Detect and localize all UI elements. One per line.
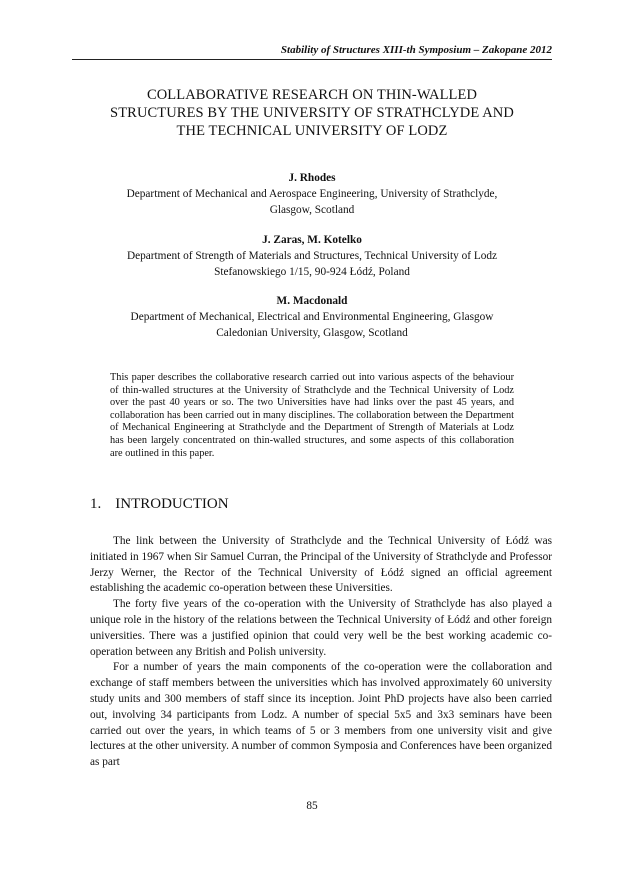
affiliation-line: Department of Mechanical, Electrical and Environmental Engineering, Glasgow	[130, 311, 494, 323]
affiliation-line: Glasgow, Scotland	[269, 204, 355, 216]
section-heading	[90, 496, 229, 513]
running-header: Stability of Structures XIII-th Symposium – Zakopane 2012	[72, 44, 552, 60]
section-body	[90, 534, 552, 771]
author-name: M. Macdonald	[276, 295, 348, 307]
title-line: STRUCTURES BY THE UNIVERSITY OF STRATHCLYDE AND	[110, 105, 514, 121]
author-name: J. Rhodes	[288, 172, 336, 184]
author-block-macdonald	[60, 293, 564, 341]
affiliation-line: Department of Mechanical and Aerospace Engineering, University of Strathclyde,	[126, 188, 498, 200]
body-paragraph: The forty five years of the co-operation with the University of Strathclyde has also played a unique role in the history of the relations between the Technical University of Łódź and other foreign universities. There was a justified opinion that could very well be the best working academic co-operation between any British and Polish university.	[90, 598, 552, 658]
section-number: 1.	[90, 496, 102, 512]
affiliation-line: Stefanowskiego 1/15, 90-924 Łódź, Poland	[214, 266, 410, 278]
section-title: INTRODUCTION	[115, 496, 229, 512]
author-block-rhodes	[60, 170, 564, 218]
body-paragraph: For a number of years the main components of the co-operation were the collaboration and exchange of staff members between the universities which has involved approximately 60 university study units and 300 members of staff since its inception. Joint PhD projects have also been carried out, involving 34 participants from Lodz. A number of special 5x5 and 3x3 seminars have been carried out over the years, in which teams of 5 or 3 members from one university visit and give lectures at the other university. A number of common Symposia and Conferences have been organized as part	[90, 661, 552, 769]
title-line: COLLABORATIVE RESEARCH ON THIN-WALLED	[146, 87, 478, 103]
body-paragraph: The link between the University of Strathclyde and the Technical University of Łódź was initiated in 1967 when Sir Samuel Curran, the Principal of the University of Strathclyde and Professor Jerzy Werner, the Rector of the Technical University of Łódź signed an official agreement establishing the academic co-operation between these Universities.	[90, 535, 552, 595]
author-name: J. Zaras, M. Kotelko	[262, 234, 362, 246]
author-block-zaras-kotelko	[60, 232, 564, 280]
page-number: 85	[306, 800, 318, 812]
title-line: THE TECHNICAL UNIVERSITY OF LODZ	[176, 123, 448, 139]
affiliation-line: Caledonian University, Glasgow, Scotland	[216, 327, 408, 339]
affiliation-line: Department of Strength of Materials and Structures, Technical University of Lodz	[126, 250, 498, 262]
paper-title	[60, 86, 564, 140]
abstract: This paper describes the collaborative research carried out into various aspects of the behaviour of thin-walled structures at the University of Strathclyde and the Technical University of Lodz over the past 40 years or so. The two Universities have had links over the past 45 years, and collaboration has been carried out in many disciplines. The collaboration between the Department of Mechanical Engineering at Strathclyde and the Department of Strength of Materials at Lodz has been largely concentrated on thin-walled structures, and some aspects of this collaboration are outlined in this paper.	[110, 372, 514, 459]
